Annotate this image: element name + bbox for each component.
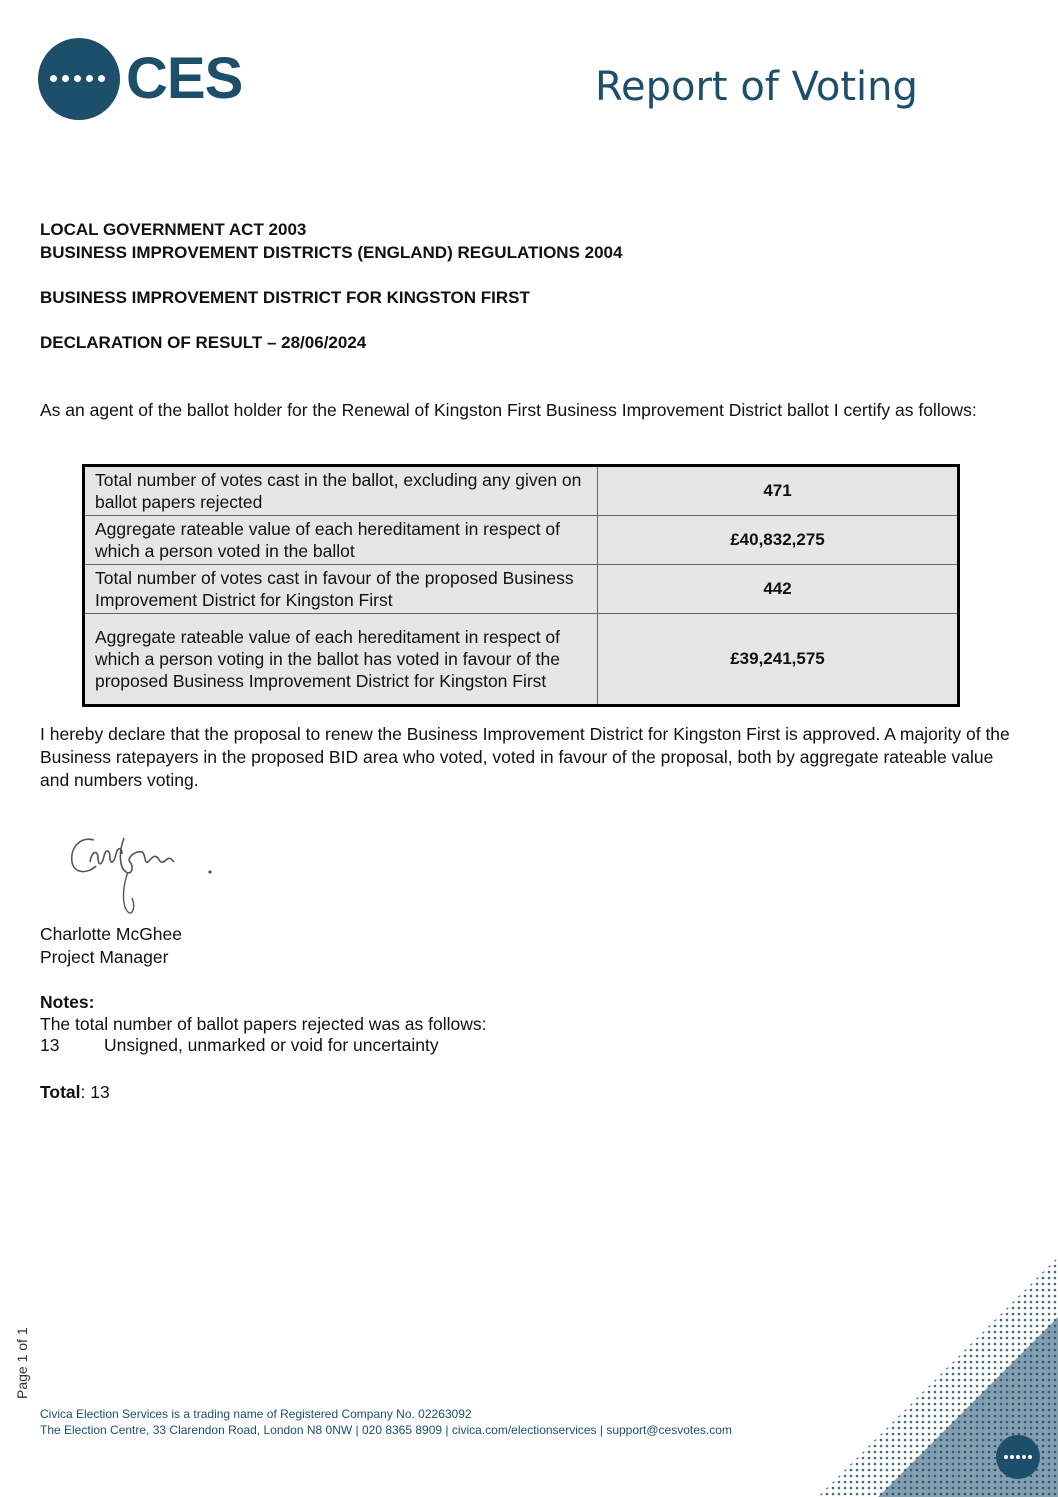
rejected-reason: Unsigned, unmarked or void for uncertainty xyxy=(104,1035,439,1055)
corner-pattern-icon xyxy=(818,1257,1058,1497)
row-label: Aggregate rateable value of each hereditament in respect of which a person voted in the ballot xyxy=(84,516,598,565)
logo-circle-icon xyxy=(38,38,120,120)
table-row xyxy=(84,516,959,565)
page-number: Page 1 of 1 xyxy=(14,1327,30,1399)
district-title: BUSINESS IMPROVEMENT DISTRICT FOR KINGSTON FIRST xyxy=(40,288,530,307)
rejected-count: 13 xyxy=(40,1035,60,1055)
row-label: Total number of votes cast in favour of the proposed Business Improvement District for Kingston First xyxy=(84,565,598,614)
table-row xyxy=(84,466,959,516)
total-value: : 13 xyxy=(80,1082,110,1102)
results-table xyxy=(82,464,960,707)
footer-address: The Election Centre, 33 Clarendon Road, London N8 0NW | 020 8365 8909 | civica.com/electionservices | support@cesvotes.com xyxy=(40,1423,732,1437)
signatory-role: Project Manager xyxy=(40,947,169,967)
ces-logo xyxy=(38,38,243,122)
signatory-name: Charlotte McGhee xyxy=(40,924,183,944)
report-title: Report of Voting xyxy=(595,64,918,110)
signature-image xyxy=(62,828,222,920)
declaration-title: DECLARATION OF RESULT – 28/06/2024 xyxy=(40,333,367,352)
row-label: Total number of votes cast in the ballot, excluding any given on ballot papers rejected xyxy=(84,466,598,516)
notes-heading: Notes: xyxy=(40,992,95,1012)
row-value: £39,241,575 xyxy=(598,614,959,706)
row-value: 442 xyxy=(598,565,959,614)
table-row xyxy=(84,614,959,706)
row-label: Aggregate rateable value of each hereditament in respect of which a person voting in the ballot has voted in favour of the proposed Business Improvement District for Kingston First xyxy=(84,614,598,706)
logo-text: CES xyxy=(126,46,243,111)
row-value: 471 xyxy=(598,466,959,516)
intro-paragraph: As an agent of the ballot holder for the Renewal of Kingston First Business Improvement District ballot I certify as follows: xyxy=(40,400,977,420)
total-line xyxy=(40,1081,110,1104)
total-label: Total xyxy=(40,1082,81,1102)
act-title: LOCAL GOVERNMENT ACT 2003 xyxy=(40,220,307,239)
declaration-paragraph: I hereby declare that the proposal to renew the Business Improvement District for Kingston First is approved. A majority of the Business ratepayers in the proposed BID area who voted, voted in favour of the proposal, both by aggregate rateable value and numbers voting. xyxy=(40,724,1010,790)
regulations-title: BUSINESS IMPROVEMENT DISTRICTS (ENGLAND) REGULATIONS 2004 xyxy=(40,243,623,262)
logo-dots-icon xyxy=(50,75,108,83)
notes-intro: The total number of ballot papers rejected was as follows: xyxy=(40,1014,487,1034)
footer-company: Civica Election Services is a trading name of Registered Company No. 02263092 xyxy=(40,1407,472,1421)
row-value: £40,832,275 xyxy=(598,516,959,565)
table-row xyxy=(84,565,959,614)
